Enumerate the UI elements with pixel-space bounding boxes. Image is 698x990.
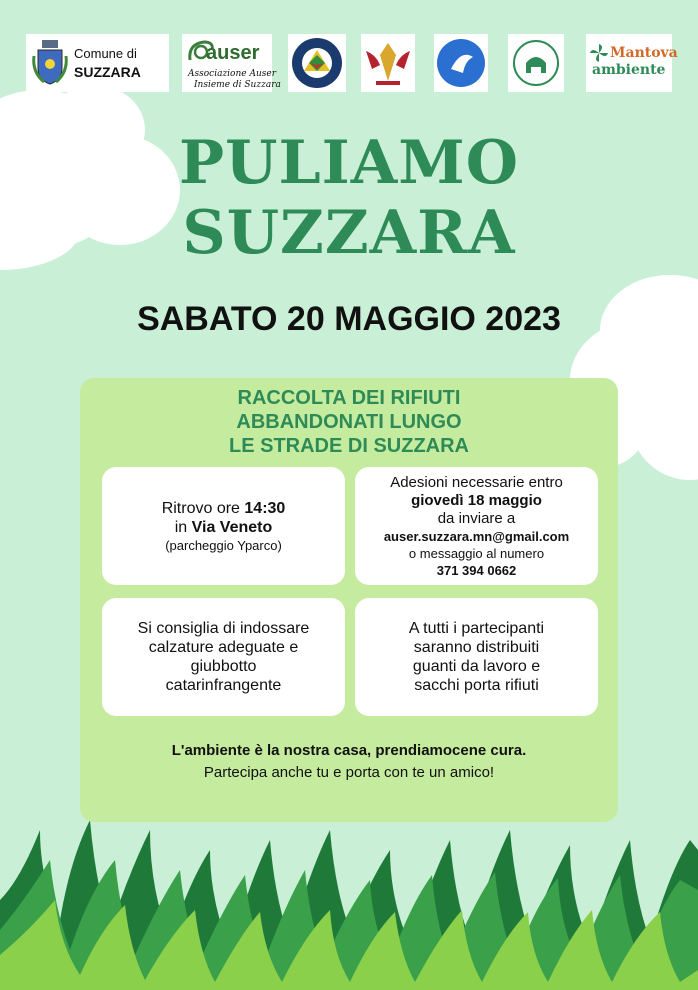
- logo-protezione-civile: [288, 34, 346, 92]
- meeting-time: 14:30: [244, 499, 286, 517]
- signup-deadline: giovedì 18 maggio: [411, 491, 542, 509]
- meeting-prefix: Ritrovo ore: [161, 499, 245, 517]
- event-date: SABATO 20 MAGGIO 2023: [137, 300, 561, 338]
- meeting-place-prefix: in: [174, 518, 192, 536]
- panel-heading-line: LE STRADE DI SUZZARA: [229, 435, 469, 457]
- advice-line: calzature adeguate e: [148, 639, 299, 656]
- supplies-line: sacchi porta rifiuti: [414, 677, 539, 694]
- card-meeting-point: [102, 467, 345, 585]
- comune-line1: Comune di: [74, 46, 137, 61]
- meeting-place: Via Veneto: [191, 518, 273, 536]
- pinwheel-icon: [589, 43, 609, 63]
- meeting-place-line: [175, 518, 273, 537]
- supplies-line: A tutti i partecipanti: [408, 620, 545, 637]
- panel-heading-line: ABBANDONATI LUNGO: [236, 411, 462, 433]
- signup-email[interactable]: auser.suzzara.mn@gmail.com: [383, 528, 570, 544]
- card-advice: [102, 598, 345, 716]
- signup-line: da inviare a: [437, 509, 516, 527]
- logo-auser: [182, 34, 281, 92]
- panel-footer: [80, 740, 618, 784]
- advice-line: giubbotto: [190, 658, 257, 675]
- card-supplies: [355, 598, 598, 716]
- meeting-time-line: [162, 499, 286, 518]
- mantova-line2: ambiente: [592, 62, 666, 78]
- sponsor-logos: [26, 34, 678, 94]
- coat-of-arms-icon: [30, 38, 70, 88]
- footer-invite: Partecipa anche tu e porta con te un amico!: [203, 764, 495, 781]
- auser-name: auser: [206, 42, 260, 64]
- logo-associazione: [361, 34, 415, 92]
- mantova-line1: Mantova: [610, 45, 678, 61]
- logo-volontari: [434, 34, 488, 92]
- auser-sub2: Insieme di Suzzara: [194, 80, 281, 90]
- advice-line: catarinfrangente: [165, 677, 282, 694]
- blue-circle-emblem-icon: [435, 35, 487, 91]
- mosque-emblem-icon: [509, 35, 563, 91]
- supplies-line: saranno distribuiti: [413, 639, 540, 656]
- card-signup: [355, 467, 598, 585]
- logo-centro-islamico: [508, 34, 564, 92]
- advice-line: Si consiglia di indossare: [137, 620, 310, 637]
- supplies-line: guanti da lavoro e: [412, 658, 541, 675]
- logo-comune-suzzara: [26, 34, 169, 92]
- signup-phone[interactable]: 371 394 0662: [436, 562, 517, 578]
- signup-line: Adesioni necessarie entro: [390, 473, 563, 491]
- panel-heading-line: RACCOLTA DEI RIFIUTI: [237, 387, 461, 409]
- event-title-line2: SUZZARA: [182, 198, 516, 268]
- panel-heading: [80, 386, 618, 458]
- logo-mantova-ambiente: [586, 34, 678, 92]
- winged-emblem-icon: [362, 35, 414, 91]
- event-title-line1: PULIAMO: [179, 128, 519, 198]
- signup-line: o messaggio al numero: [408, 545, 545, 561]
- footer-slogan: L'ambiente è la nostra casa, prendiamocene cura.: [171, 742, 527, 759]
- comune-line2: SUZZARA: [74, 64, 141, 80]
- meeting-note: (parcheggio Yparco): [165, 537, 282, 553]
- civil-protection-emblem-icon: [289, 35, 345, 91]
- auser-sub1: Associazione Auser: [188, 69, 277, 79]
